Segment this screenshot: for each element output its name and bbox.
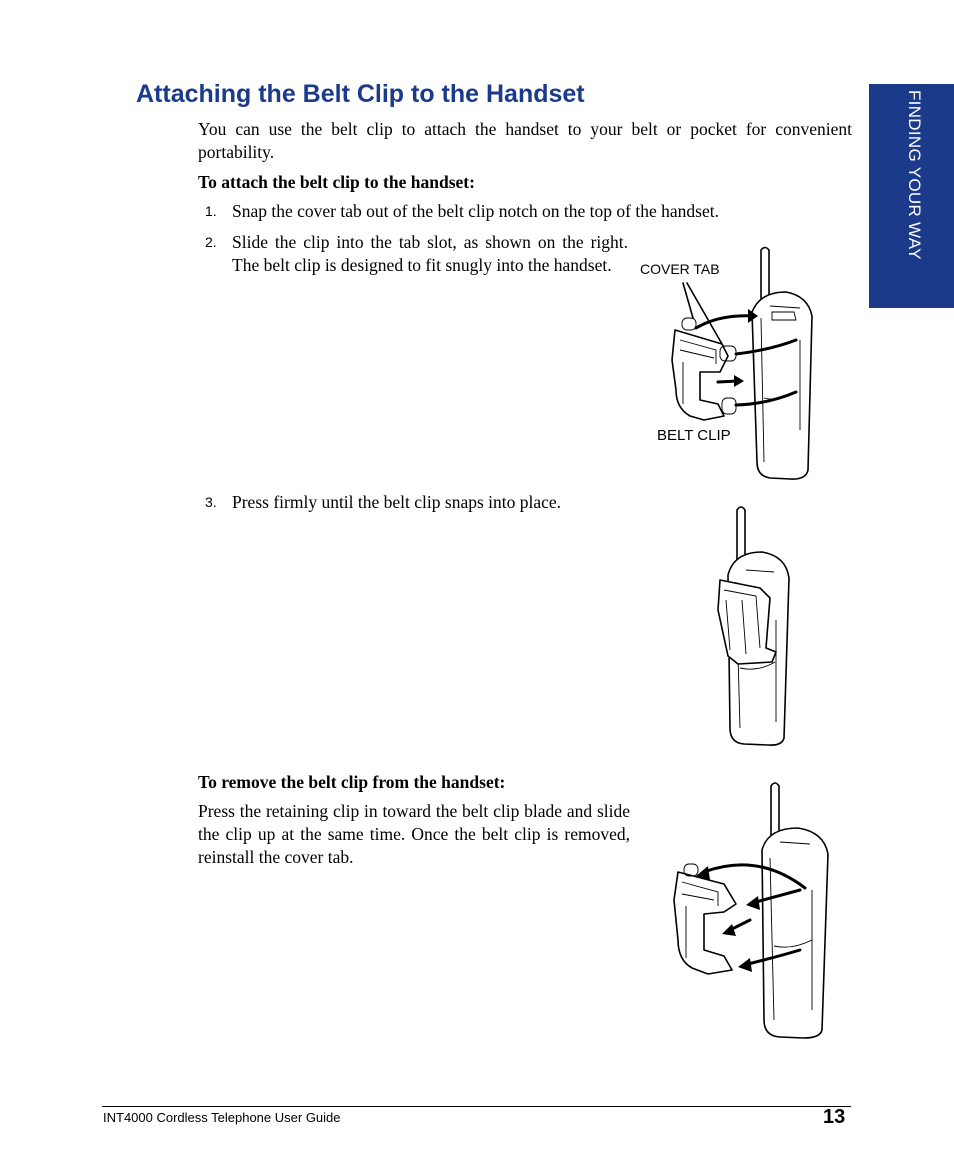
step-2-text: Slide the clip into the tab slot, as shown on the right. The belt clip is designed to fit snugly into the handset.: [232, 232, 628, 275]
step-3-number: 3.: [205, 494, 217, 510]
remove-paragraph: Press the retaining clip in toward the belt clip blade and slide the clip up at the same time. Once the belt clip is removed, reinstall the cover tab.: [198, 801, 630, 867]
cover-tab-label: COVER TAB: [640, 261, 720, 277]
section-tab-label: FINDING YOUR WAY: [904, 90, 924, 260]
footer-guide-title: INT4000 Cordless Telephone User Guide: [103, 1110, 341, 1125]
attach-heading: To attach the belt clip to the handset:: [198, 172, 475, 192]
remove-heading: To remove the belt clip from the handset:: [198, 772, 506, 792]
page-number: 13: [823, 1106, 846, 1128]
belt-clip-label: BELT CLIP: [657, 427, 731, 444]
step-1-text: Snap the cover tab out of the belt clip notch on the top of the handset.: [232, 201, 719, 221]
intro-paragraph: You can use the belt clip to attach the handset to your belt or pocket for convenient portability.: [198, 119, 852, 162]
step-1-number: 1.: [205, 203, 217, 219]
footer-rule: [102, 1106, 851, 1107]
page-title: Attaching the Belt Clip to the Handset: [136, 80, 585, 108]
step-2-number: 2.: [205, 234, 217, 250]
step-3-text: Press firmly until the belt clip snaps into place.: [232, 492, 562, 512]
